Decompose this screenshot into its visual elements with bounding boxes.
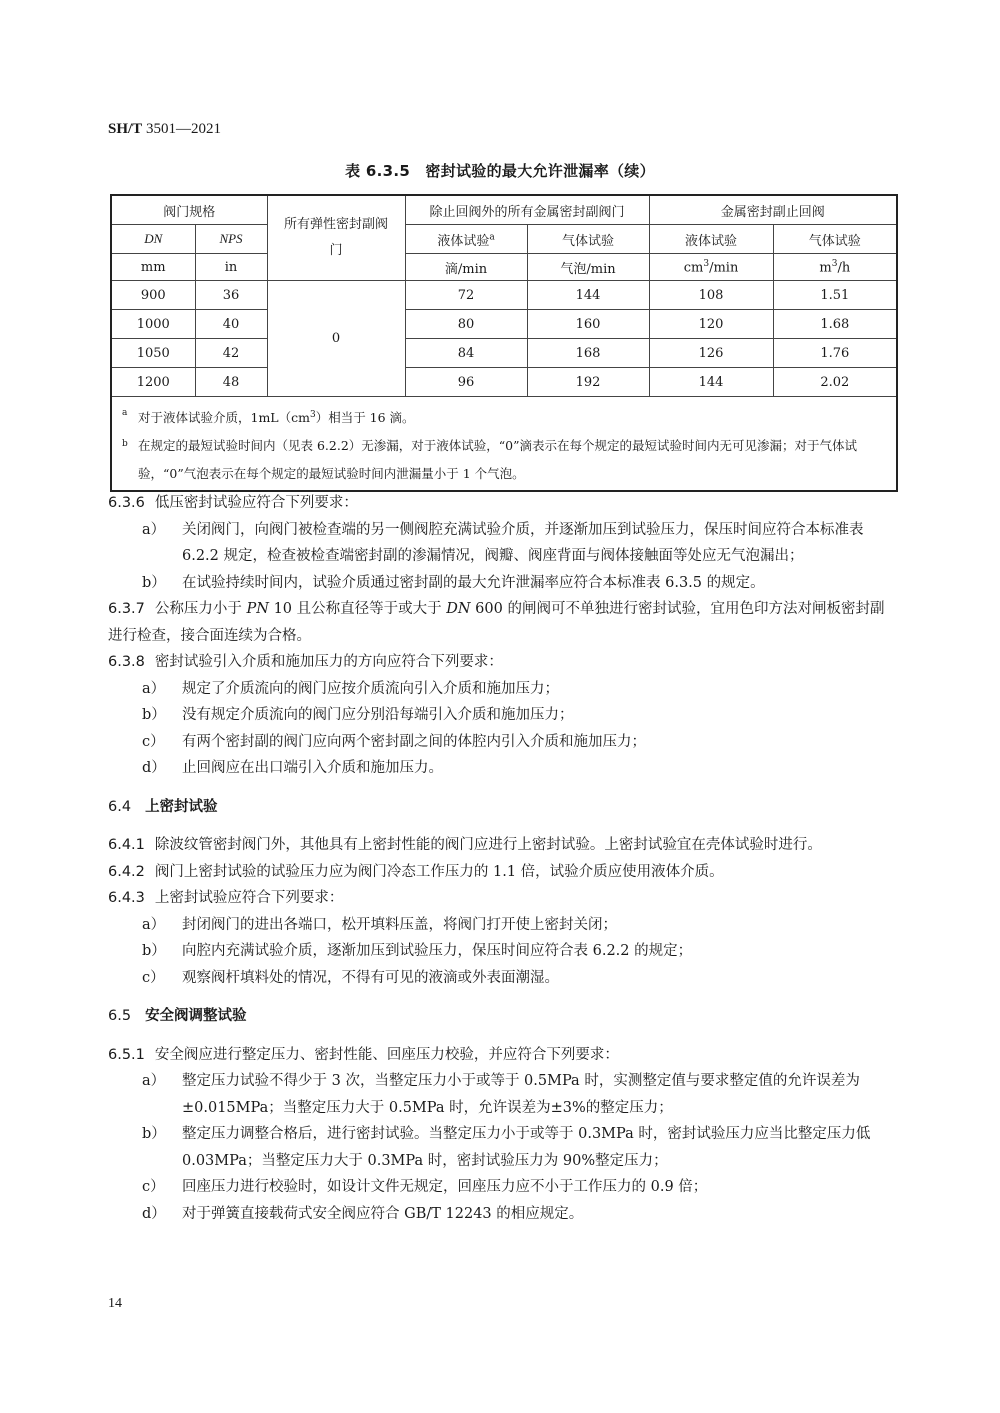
cell-check-liquid: 108 bbox=[649, 281, 773, 310]
table-caption: 表 6.3.5 密封试验的最大允许泄漏率（续） bbox=[345, 162, 655, 180]
cell-check-liquid: 120 bbox=[649, 310, 773, 339]
clause-6-4-3: 6.4.3 上密封试验应符合下列要求： bbox=[108, 890, 344, 906]
list-item: a） 整定压力试验不得少于 3 次，当整定压力小于或等于 0.5MPa 时，实测整定值与要求整定值的允许误差为±0.015MPa；当整定压力大于 0.5MPa 时，允许误差为±3%的整定压力； bbox=[142, 1073, 860, 1116]
cell-liquid: 80 bbox=[405, 310, 527, 339]
table-row bbox=[111, 310, 897, 339]
cell-dn: 900 bbox=[111, 281, 195, 310]
cell-nps: 48 bbox=[195, 368, 267, 397]
list-item: c） 观察阀杆填料处的情况，不得有可见的液滴或外表面潮湿。 bbox=[142, 969, 559, 986]
unit-bubbles: 气泡/min bbox=[527, 254, 649, 281]
cell-check-gas: 1.68 bbox=[773, 310, 897, 339]
clause-6-3-8: 6.3.8 密封试验引入介质和施加压力的方向应符合下列要求： bbox=[108, 654, 503, 670]
cell-liquid: 96 bbox=[405, 368, 527, 397]
header-liquid-test: 液体试验$^a$ bbox=[405, 225, 527, 254]
list-item: a） 规定了介质流向的阀门应按介质流向引入介质和施加压力； bbox=[142, 680, 559, 697]
list-item: a） 封闭阀门的进出各端口，松开填料压盖，将阀门打开使上密封关闭； bbox=[142, 916, 617, 933]
list-item: b） 在试验持续时间内，试验介质通过密封副的最大允许泄漏率应符合本标准表 6.3.5 的规定。 bbox=[142, 574, 765, 591]
cell-dn: 1000 bbox=[111, 310, 195, 339]
note-b: b 在规定的最短试验时间内（见表 6.2.2）无渗漏，对于液体试验，“0”滴表示在每个规定的最短试验时间内无可见渗漏；对于气体试验，“0”气泡表示在每个规定的最短试验时间内泄漏量小于 1 个气泡。 bbox=[122, 438, 858, 482]
unit-drops: 滴/min bbox=[405, 254, 527, 281]
cell-check-gas: 1.76 bbox=[773, 339, 897, 368]
cell-soft-seal-value: 0 bbox=[267, 281, 405, 397]
header-nps: NPS bbox=[195, 225, 267, 254]
header-valve-spec: 阀门规格 bbox=[111, 195, 267, 225]
cell-nps: 36 bbox=[195, 281, 267, 310]
section-heading-6-5: 6.5 安全阀调整试验 bbox=[108, 1008, 247, 1024]
table-row bbox=[111, 339, 897, 368]
cell-gas: 160 bbox=[527, 310, 649, 339]
cell-check-gas: 1.51 bbox=[773, 281, 897, 310]
header-check-valve: 金属密封副止回阀 bbox=[649, 195, 897, 225]
leakage-rate-table bbox=[110, 194, 898, 492]
cell-dn: 1200 bbox=[111, 368, 195, 397]
cell-gas: 144 bbox=[527, 281, 649, 310]
clause-6-5-1: 6.5.1 安全阀应进行整定压力、密封性能、回座压力校验，并应符合下列要求： bbox=[108, 1046, 619, 1063]
table-row bbox=[111, 368, 897, 397]
unit-in: in bbox=[195, 254, 267, 281]
list-item: b） 向腔内充满试验介质，逐渐加压到试验压力，保压时间应符合表 6.2.2 的规定； bbox=[142, 943, 693, 959]
header-check-liquid: 液体试验 bbox=[649, 225, 773, 254]
cell-gas: 192 bbox=[527, 368, 649, 397]
cell-nps: 40 bbox=[195, 310, 267, 339]
clause-6-3-6: 6.3.6 低压密封试验应符合下列要求： bbox=[108, 495, 358, 511]
list-item: a） 关闭阀门，向阀门被检查端的另一侧阀腔充满试验介质，并逐渐加压到试验压力，保压时间应符合本标准表 6.2.2 规定，检查被检查端密封副的渗漏情况，阀瓣、阀座背面与阀体接触面等处应无气泡漏出； bbox=[142, 521, 864, 564]
cell-gas: 168 bbox=[527, 339, 649, 368]
cell-liquid: 84 bbox=[405, 339, 527, 368]
header-metal-seal: 除止回阀外的所有金属密封副阀门 bbox=[405, 195, 649, 225]
unit-cm3: $cm^3/\min$ bbox=[649, 254, 773, 281]
cell-check-liquid: 144 bbox=[649, 368, 773, 397]
header-soft-seal: 所有弹性密封副阀门 bbox=[267, 195, 405, 281]
page-number: 14 bbox=[108, 1296, 122, 1311]
note-a: a 对于液体试验介质，$1mL(cm^3)$相当于 16 滴。 bbox=[122, 408, 415, 426]
clause-6-3-7: 6.3.7 公称压力小于 PN 10 且公称直径等于或大于 DN 600 的闸阀可不单独进行密封试验，宜用色印方法对闸板密封副进行检查，接合面连续为合格。 bbox=[108, 601, 885, 644]
standard-code: SH/T 3501—2021 bbox=[108, 121, 221, 137]
cell-check-liquid: 126 bbox=[649, 339, 773, 368]
header-check-gas: 气体试验 bbox=[773, 225, 897, 254]
unit-m3: $m^3/h$ bbox=[773, 254, 897, 281]
unit-mm: mm bbox=[111, 254, 195, 281]
cell-check-gas: 2.02 bbox=[773, 368, 897, 397]
list-item: b） 没有规定介质流向的阀门应分别沿每端引入介质和施加压力； bbox=[142, 707, 574, 723]
list-item: d） 对于弹簧直接载荷式安全阀应符合 GB/T 12243 的相应规定。 bbox=[142, 1205, 584, 1222]
section-heading-6-4: 6.4 上密封试验 bbox=[108, 798, 218, 815]
cell-liquid: 72 bbox=[405, 281, 527, 310]
clause-6-4-2: 6.4.2 阀门上密封试验的试验压力应为阀门冷态工作压力的 1.1 倍，试验介质应使用液体介质。 bbox=[108, 863, 724, 880]
list-item: c） 有两个密封副的阀门应向两个密封副之间的体腔内引入介质和施加压力； bbox=[142, 733, 646, 750]
document-body bbox=[108, 490, 898, 1227]
header-dn: DN bbox=[111, 225, 195, 254]
list-item: d） 止回阀应在出口端引入介质和施加压力。 bbox=[142, 760, 443, 776]
cell-nps: 42 bbox=[195, 339, 267, 368]
list-item: c） 回座压力进行校验时，如设计文件无规定，回座压力应不小于工作压力的 0.9 倍； bbox=[142, 1179, 708, 1195]
cell-dn: 1050 bbox=[111, 339, 195, 368]
table-row bbox=[111, 281, 897, 310]
list-item: b） 整定压力调整合格后，进行密封试验。当整定压力小于或等于 0.3MPa 时，密封试验压力应当比整定压力低 0.03MPa；当整定压力大于 0.3MPa 时，密封试验压力为 90%整定压力； bbox=[142, 1126, 871, 1169]
table-notes bbox=[111, 397, 897, 492]
clause-6-4-1: 6.4.1 除波纹管密封阀门外，其他具有上密封性能的阀门应进行上密封试验。上密封试验宜在壳体试验时进行。 bbox=[108, 837, 822, 853]
header-gas-test: 气体试验 bbox=[527, 225, 649, 254]
